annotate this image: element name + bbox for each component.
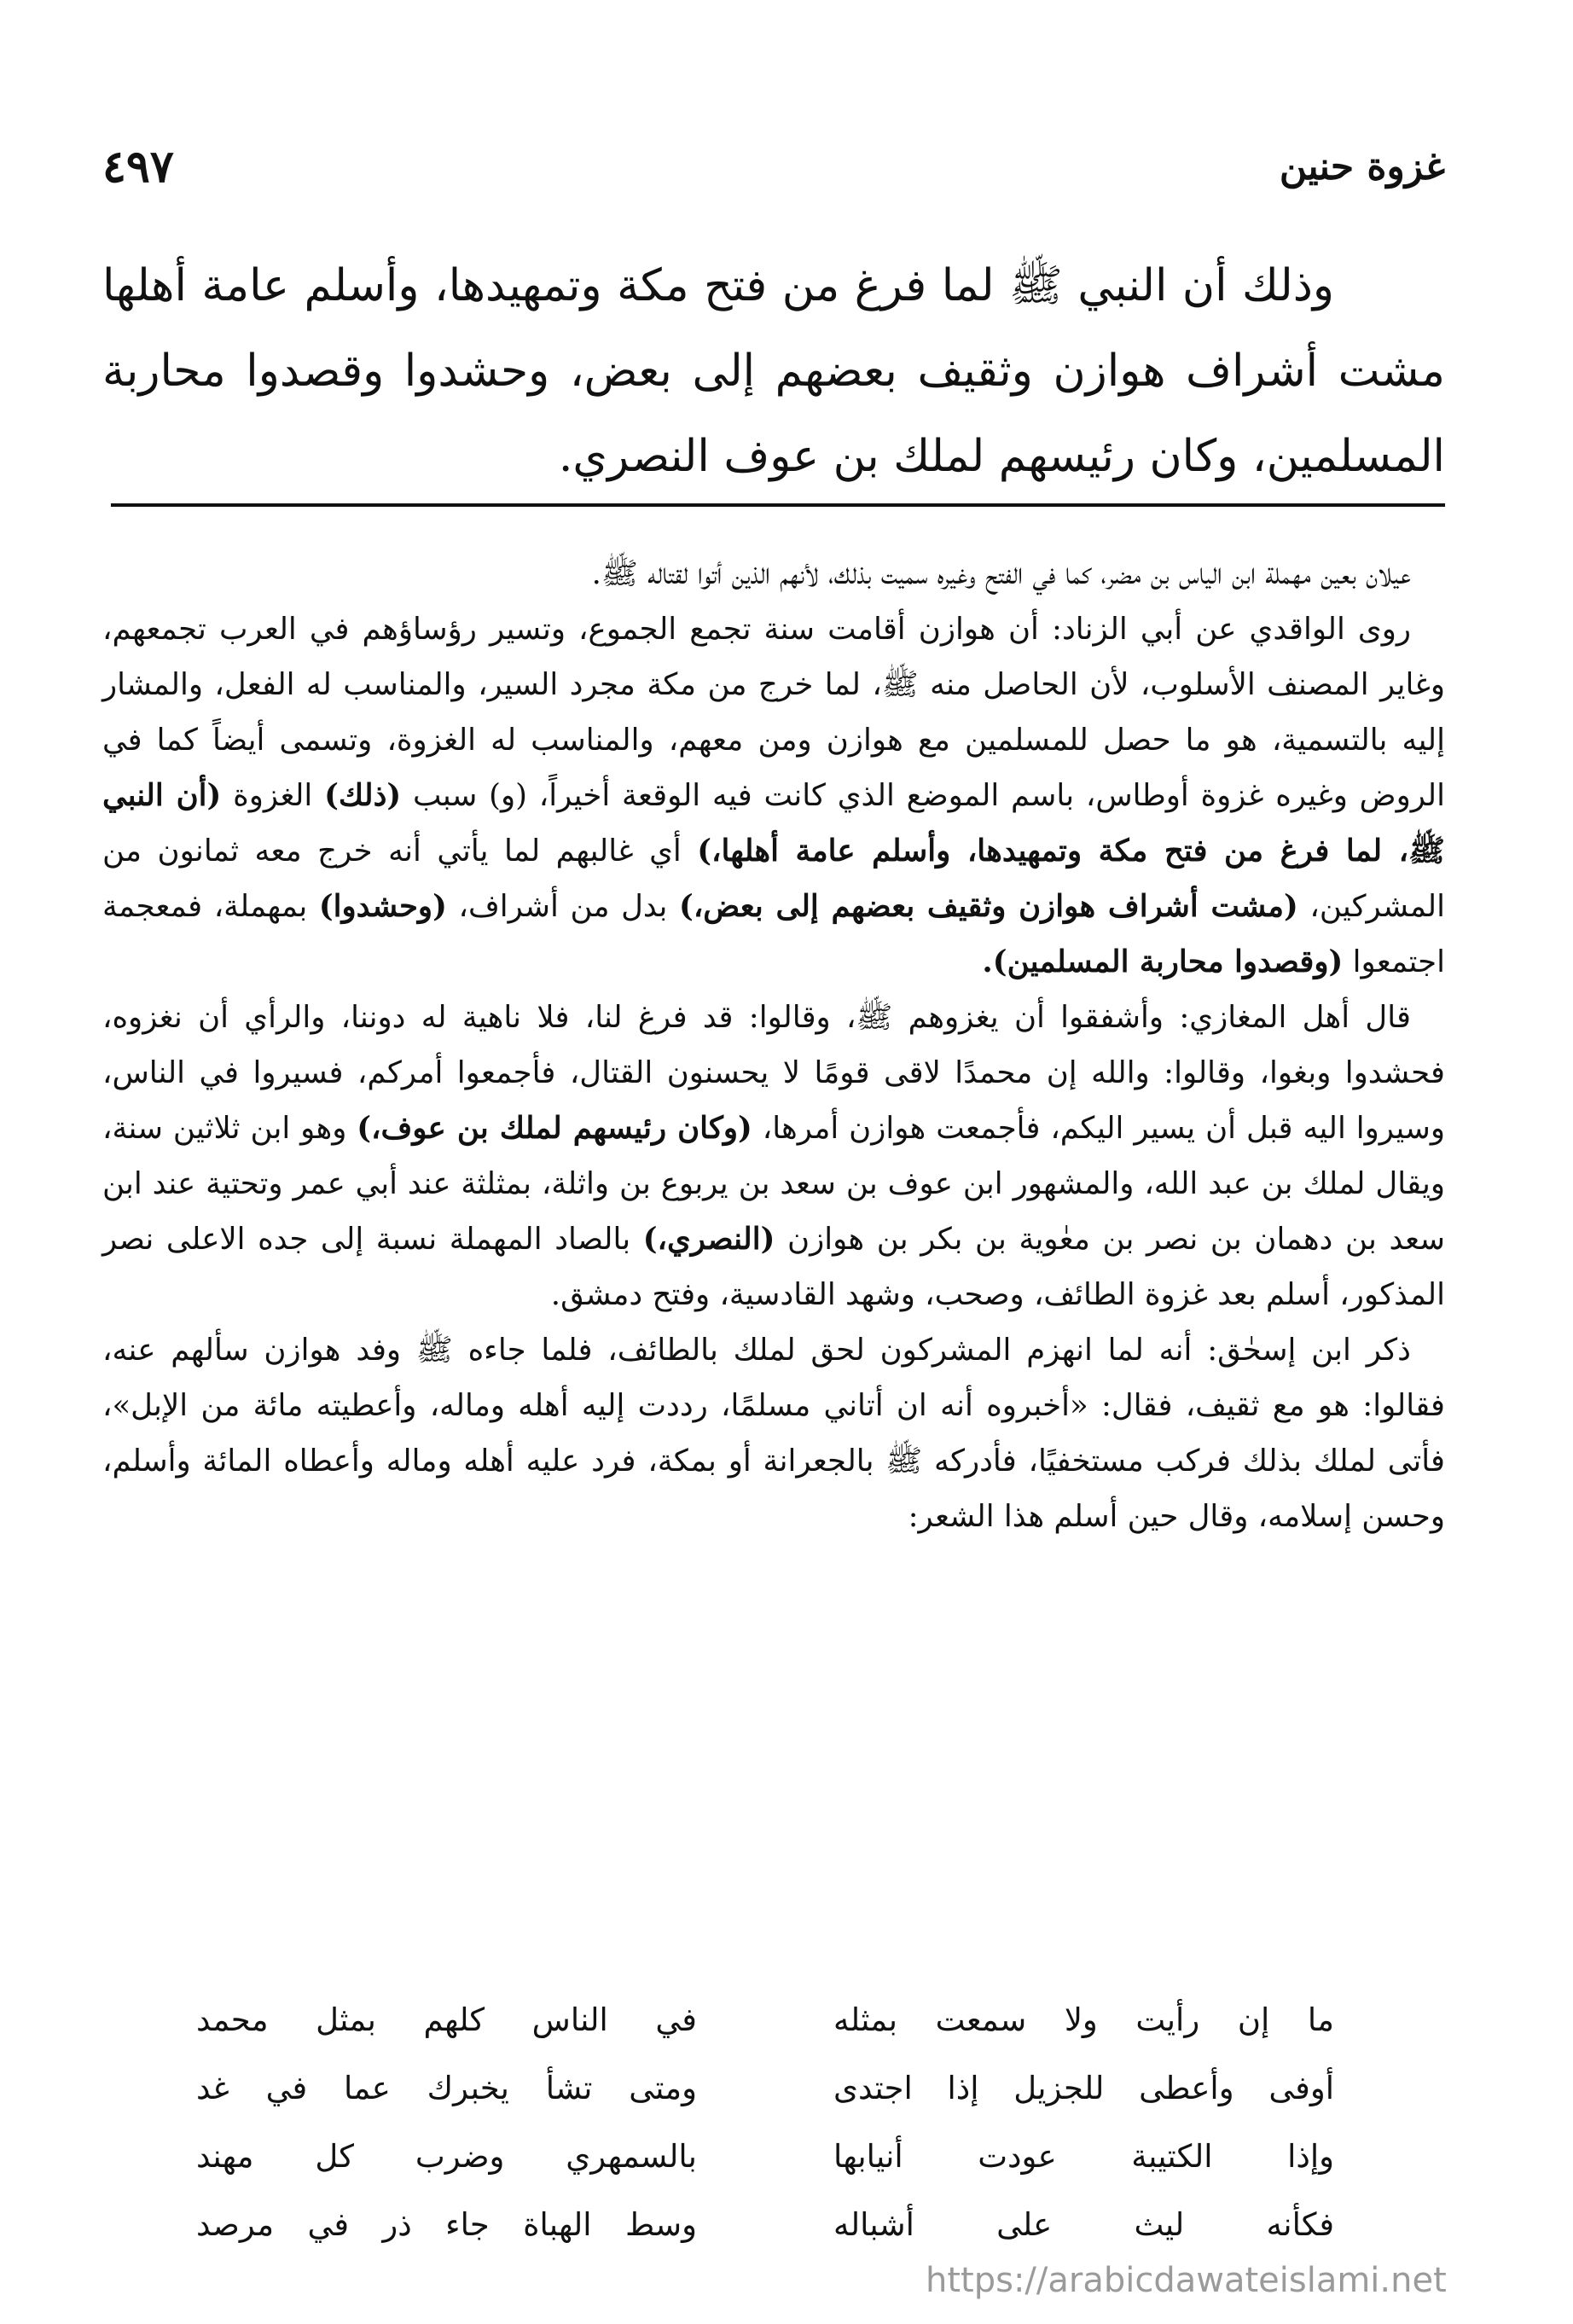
commentary-paragraph — [102, 601, 1445, 990]
commentary-text: بالصاد المهملة نسبة إلى جده الاعلى نصر المذكور، أسلم بعد غزوة الطائف، وصحب، وشهد القادسية، وفتح دمشق. — [102, 1222, 1445, 1312]
commentary — [102, 546, 1445, 1544]
verse-first-half: ما إن رأيت ولا سمعت بمثله — [833, 2002, 1334, 2038]
poem-verse — [196, 2123, 1334, 2191]
commentary-text: روى الواقدي عن أبي الزناد: أن هوازن أقامت سنة تجمع الجموع، وتسير رؤساؤهم في العرب تجمعهم، وغاير المصنف الأسلوب، لأن الحاصل منه ﷺ، لما خرج من مكة مجرد السير، والمناسب له الفعل، والمشار إليه بالتسمية، هو ما حصل للمسلمين مع هوازن ومن معهم، والمناسب له الغزوة، وتسمى أيضاً كما في الروض وغيره غزوة أوطاس، باسم الموضع الذي كانت فيه الوقعة أخيراً، (و) سبب — [102, 612, 1445, 813]
commentary-text: ذكر ابن إسحٰق: أنه لما انهزم المشركون لحق لملك بالطائف، فلما جاءه ﷺ وفد هوازن سألهم عنه، فقالوا: هو مع ثقيف، فقال: «أخبروه أنه ان أتاني مسلمًا، رددت إليه أهله وماله، وأعطيته مائة من الإبل»، فأتى لملك بذلك فركب مستخفيًا، فأدركه ﷺ بالجعرانة أو بمكة، فرد عليه أهله وماله وأعطاه المائة وأسلم، وحسن إسلامه، وقال حين أسلم هذا الشعر: — [102, 1333, 1445, 1534]
commentary-paragraph — [102, 990, 1445, 1322]
running-title: غزوة حنين — [1279, 144, 1445, 189]
page-header — [102, 128, 1445, 205]
quoted-matn: (ذلك) — [324, 778, 402, 813]
poem — [196, 1986, 1334, 2259]
verse-first-half: وإذا الكتيبة عودت أنيابها — [833, 2138, 1334, 2175]
commentary-paragraph — [102, 1322, 1445, 1544]
verse-first-half: أوفى وأعطى للجزيل إذا اجتدى — [833, 2070, 1334, 2106]
page-number: ٤٩٧ — [102, 140, 174, 193]
commentary-text: بمهملة، فمعجمة اجتمعوا — [102, 889, 1445, 979]
quoted-matn: (مشت أشراف هوازن وثقيف بعضهم إلى بعض،) — [679, 889, 1298, 924]
footnote-divider — [111, 503, 1445, 507]
quoted-matn: (وكان رئيسهم لملك بن عوف،) — [357, 1111, 752, 1146]
verse-second-half: في الناس كلهم بمثل محمد — [196, 2002, 697, 2038]
commentary-text: أي غالبهم لما يأتي أنه خرج معه ثمانون من المشركين، — [102, 834, 1445, 924]
verse-first-half: فكأنه ليث على أشباله — [833, 2206, 1334, 2243]
quoted-matn: (وقصدوا محاربة المسلمين). — [982, 944, 1344, 979]
verse-second-half: ومتى تشأ يخبرك عما في غد — [196, 2070, 697, 2106]
poem-verse — [196, 2054, 1334, 2123]
poem-verse — [196, 1986, 1334, 2054]
main-paragraph: وذلك أن النبي ﷺ لما فرغ من فتح مكة وتمهيدها، وأسلم عامة أهلها مشت أشراف هوازن وثقيف بعضهم إلى بعض، وحشدوا وقصدوا محاربة المسلمين، وكان رئيسهم لملك بن عوف النصري. — [102, 260, 1445, 482]
commentary-text: الغزوة — [221, 778, 325, 813]
main-text — [102, 243, 1445, 499]
quoted-matn: (أن النبي ﷺ، لما فرغ من فتح مكة وتمهيدها، وأسلم عامة أهلها،) — [102, 778, 1445, 869]
quoted-matn: (وحشدوا) — [318, 889, 447, 924]
commentary-text: بدل من أشراف، — [446, 889, 680, 924]
commentary-text: قال أهل المغازي: وأشفقوا أن يغزوهم ﷺ، وقالوا: قد فرغ لنا، فلا ناهية له دوننا، والرأي أن نغزوه، فحشدوا وبغوا، وقالوا: والله إن محمدًا لاقى قومًا لا يحسنون القتال، فأجمعوا أمركم، فسيروا في الناس، وسيروا اليه قبل أن يسير اليكم، فأجمعت هوازن أمرها، — [102, 1000, 1445, 1146]
poem-verse — [196, 2191, 1334, 2259]
commentary-text: وهو ابن ثلاثين سنة، ويقال لملك بن عبد الله، والمشهور ابن عوف بن سعد بن يربوع بن واثلة، بمثلثة عند أبي عمر وتحتية عند ابن سعد بن دهمان بن نصر بن معٰوية بن بكر بن هوازن — [102, 1111, 1446, 1257]
verse-second-half: وسط الهباة جاء ذر في مرصد — [196, 2206, 697, 2243]
watermark-url: https://arabicdawateislami.net — [926, 2261, 1447, 2300]
commentary-paragraph — [102, 546, 1445, 601]
quoted-matn: (النصري،) — [642, 1222, 775, 1257]
verse-second-half: بالسمهري وضرب كل مهند — [196, 2138, 697, 2175]
commentary-text: عيلان بعين مهملة ابن الياس بن مضر، كما في الفتح وغيره سميت بذلك، لأنهم الذين أتوا لقتاله ﷺ. — [591, 556, 1411, 591]
